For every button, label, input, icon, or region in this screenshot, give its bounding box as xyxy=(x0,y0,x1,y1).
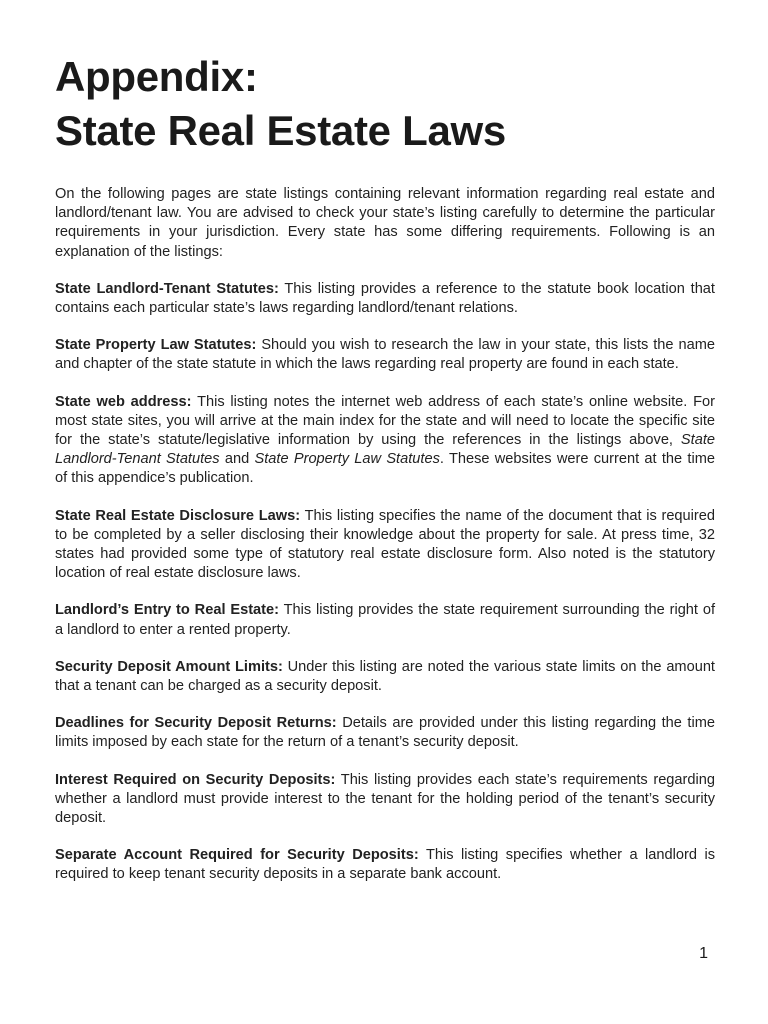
section-term: State Landlord-Tenant Statutes: xyxy=(55,280,279,297)
section-separate-account xyxy=(55,846,715,884)
section-term: Interest Required on Security Deposits: xyxy=(55,771,336,788)
section-disclosure-laws xyxy=(55,507,715,584)
section-interest-on-deposits xyxy=(55,771,715,829)
section-landlord-entry xyxy=(55,601,715,639)
section-term: State Real Estate Disclosure Laws: xyxy=(55,507,301,524)
title-line-1: Appendix: xyxy=(55,53,258,100)
section-italic-reference: State Landlord-Tenant Statutes xyxy=(55,432,715,468)
section-text: This listing specifies whether a landlord is required to keep tenant security deposits in a separate bank account. xyxy=(55,847,716,883)
section-deposit-return-deadlines xyxy=(55,714,715,752)
body-text xyxy=(55,185,715,903)
section-property-law-statutes xyxy=(55,336,715,374)
title-line-2: State Real Estate Laws xyxy=(55,107,506,154)
section-text: This listing notes the internet web address of each state’s online website. For most state sites, you will arrive at the main index for the state and will need to locate the specific site for the state’s statute/legislative information by using the references in the listings above, xyxy=(55,393,716,449)
intro-paragraph: On the following pages are state listings containing relevant information regarding real estate and landlord/tenant law. You are advised to check your state’s listing carefully to determine the particular requirements in your jurisdiction. Every state has some differing requirements. Following is an explanation of the listings: xyxy=(55,186,715,260)
section-text: Should you wish to research the law in your state, this lists the name and chapter of the state statute in which the laws regarding real property are found in each state. xyxy=(55,337,715,373)
section-text: and xyxy=(224,451,250,468)
section-term: Landlord’s Entry to Real Estate: xyxy=(55,602,280,619)
section-term: Deadlines for Security Deposit Returns: xyxy=(55,715,337,732)
section-italic-reference: State Property Law Statutes xyxy=(254,451,440,468)
section-text: This listing specifies the name of the document that is required to be completed by a seller disclosing their knowledge about the property for sale. At press time, 32 states had provided some type of statutory real estate disclosure form. Also noted is the statutory location of real estate disclosure laws. xyxy=(55,507,716,582)
section-term: Separate Account Required for Security Deposits: xyxy=(55,847,419,864)
page-title xyxy=(55,50,735,158)
section-term: State web address: xyxy=(55,393,192,410)
section-text: Details are provided under this listing regarding the time limits imposed by each state for the return of a tenant’s security deposit. xyxy=(55,715,715,751)
section-term: State Property Law Statutes: xyxy=(55,337,257,354)
section-text: This listing provides each state’s requirements regarding whether a landlord must provide interest to the tenant for the holding period of the tenant’s security deposit. xyxy=(55,771,715,827)
section-text: Under this listing are noted the various state limits on the amount that a tenant can be charged as a security deposit. xyxy=(55,658,715,695)
section-landlord-tenant-statutes xyxy=(55,280,715,318)
page-number: 1 xyxy=(699,945,708,962)
section-text: . These websites were current at the time of this appendice’s publication. xyxy=(55,451,715,487)
section-term: Security Deposit Amount Limits: xyxy=(55,658,283,675)
section-state-web-address xyxy=(55,393,715,489)
section-text: This listing provides the state requirement surrounding the right of a landlord to enter a rented property. xyxy=(55,602,715,638)
section-text: This listing provides a reference to the statute book location that contains each particular state’s laws regarding landlord/tenant relations. xyxy=(55,280,715,317)
section-deposit-amount-limits xyxy=(55,658,715,696)
